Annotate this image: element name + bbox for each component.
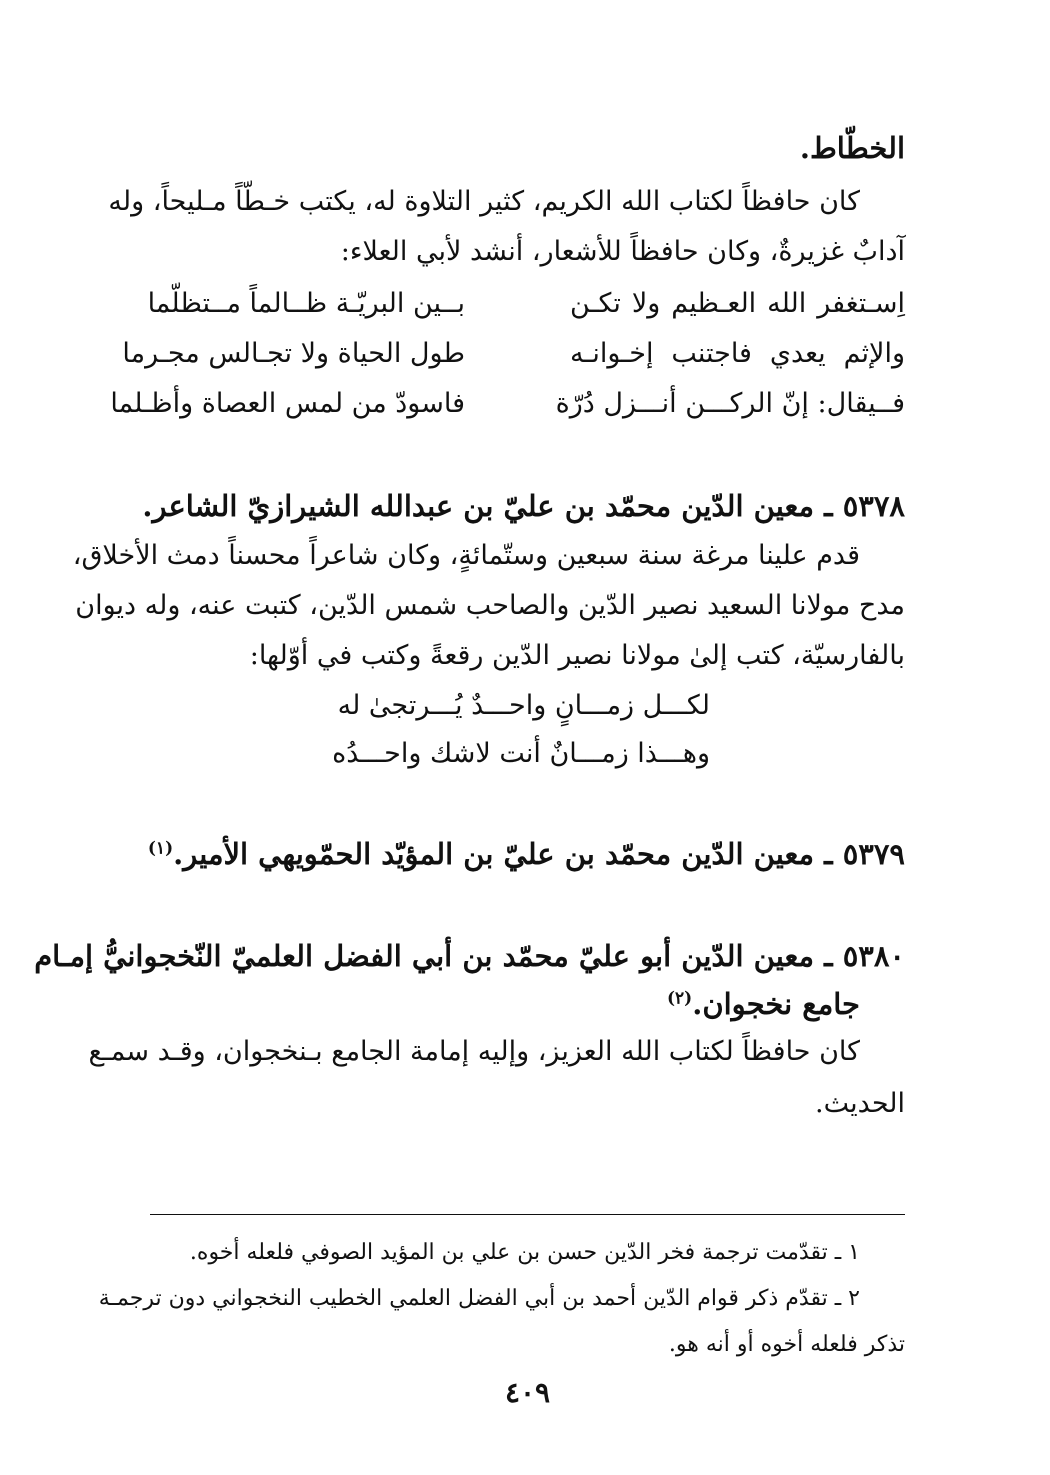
verse-row: [147, 284, 905, 324]
verse-first-hemistich: فــيقال: إنّ الركـــن أنـــزل دُرّة: [555, 388, 905, 419]
verse-second-hemistich: فاسودّ من لمس العصاة وأظـلما: [110, 388, 465, 419]
footnote-reference: (٢): [666, 988, 693, 1009]
verse-line: وهـــذا زمـــانٌ أنت لاشك واحـــدُه: [332, 738, 710, 769]
footnote-1: ١ ـ تقدّمت ترجمة فخر الدّين حسن بن علي بن المؤيد الصوفي فلعله أخوه.: [189, 1240, 860, 1265]
footnote-reference: (١): [147, 838, 174, 859]
footnote-separator: [150, 1214, 905, 1215]
footnote-2-continued: تذكر فلعله أخوه أو أنه هو.: [668, 1332, 905, 1357]
paragraph-line: آدابٌ غزيرةٌ، وكان حافظاً للأشعار، أنشد لأبي العلاء:: [340, 236, 905, 267]
entry-heading-5379: [147, 834, 905, 874]
verse-first-hemistich: والإثم يعدي فاجتنب إخـوانـه: [570, 338, 905, 369]
paragraph-line: قدم علينا مرغة سنة سبعين وستّمائةٍ، وكان شاعراً محسناً دمث الأخلاق،: [72, 540, 860, 571]
entry-heading-5380-continued: [150, 984, 905, 1024]
paragraph-line: مدح مولانا السعيد نصير الدّين والصاحب شمس الدّين، كتبت عنه، وله ديوان: [75, 590, 905, 621]
entry-heading-5378: ٥٣٧٨ ـ معين الدّين محمّد بن عليّ بن عبدالله الشيرازيّ الشاعر.: [142, 489, 905, 523]
verse-second-hemistich: بــين البريّـة ظــالماً مــتظلّما: [147, 288, 465, 319]
entry-heading-5380: ٥٣٨٠ ـ معين الدّين أبو عليّ محمّد بن أبي الفضل العلميّ النّخجوانيُّ إمـام: [34, 939, 905, 973]
page-number: ٤٠٩: [504, 1376, 551, 1409]
verse-first-hemistich: اِسـتغفر الله العـظيم ولا تكـن: [570, 288, 905, 319]
verse-second-hemistich: طول الحياة ولا تجـالس مجـرما: [122, 338, 465, 369]
paragraph-line: بالفارسيّة، كتب إلىٰ مولانا نصير الدّين رقعةً وكتب في أوّلها:: [249, 640, 905, 671]
footnote-2: ٢ ـ تقدّم ذكر قوام الدّين أحمد بن أبي الفضل العلمي الخطيب النخجواني دون ترجمـة: [98, 1286, 860, 1311]
verse-line: لكـــل زمـــانٍ واحـــدٌ يُـــرتجىٰ له: [337, 690, 710, 721]
entry-heading-text: ٥٣٧٩ ـ معين الدّين محمّد بن عليّ بن المؤيّد الحمّويهي الأمير.: [173, 837, 905, 871]
verse-row: [110, 384, 905, 424]
paragraph-line: كان حافظاً لكتاب الله الكريم، كثير التلاوة له، يكتب خـطّاً مـليحاً، وله: [108, 186, 860, 217]
paragraph-line: الحديث.: [815, 1088, 905, 1119]
continued-entry-heading: الخطّاط.: [799, 131, 905, 165]
entry-heading-text: جامع نخجوان.: [692, 987, 860, 1021]
paragraph-line: كان حافظاً لكتاب الله العزيز، وإليه إمامة الجامع بـنخجوان، وقـد سمـع: [88, 1036, 860, 1067]
book-page: [34, 0, 905, 1475]
verse-row: [122, 334, 905, 374]
